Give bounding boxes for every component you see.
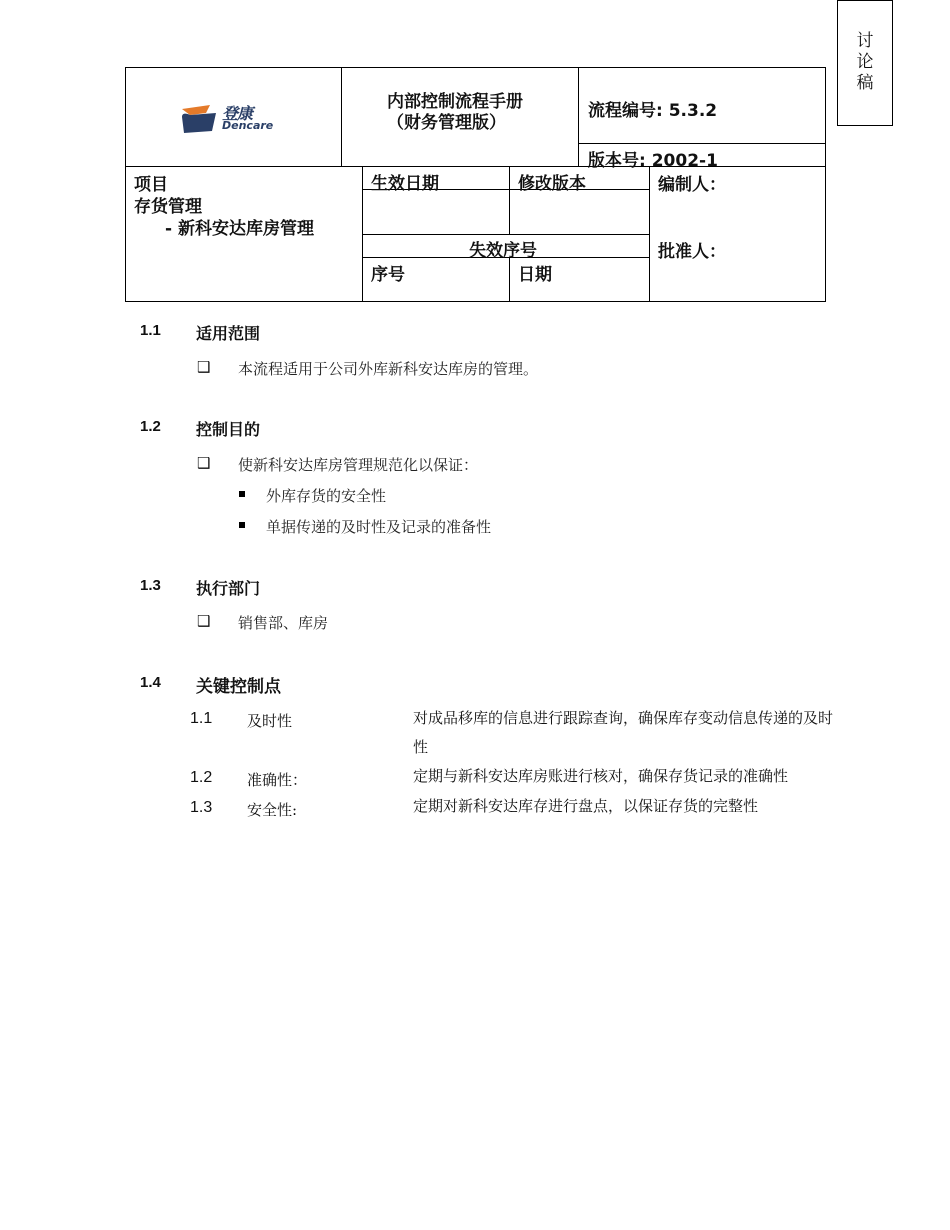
section-title: 适用范围 [196, 324, 261, 343]
seq-label: 序号 [371, 265, 405, 285]
section-title: 控制目的 [196, 420, 261, 439]
project-subname: - 新科安达库房管理 [165, 219, 314, 239]
checkbox-bullet-icon: ❑ [197, 612, 211, 630]
square-bullet-icon [239, 491, 245, 497]
date-label: 日期 [518, 265, 552, 285]
header-table [125, 67, 826, 302]
company-logo [180, 101, 280, 137]
key-control-label: 安全性: [247, 801, 298, 819]
manual-title: 内部控制流程手册 [387, 92, 523, 112]
sub-bullet-item: 单据传递的及时性及记录的准备性 [266, 518, 492, 536]
logo-mark-icon [180, 103, 220, 135]
draft-char: 稿 [856, 73, 874, 93]
section-item: 使新科安达库房管理规范化以保证： [238, 456, 479, 474]
key-control-label: 准确性： [247, 771, 308, 789]
logo-text-en: Dencare [222, 119, 274, 132]
section-number: 1.4 [140, 674, 161, 691]
version-number: 版本号: 2002-1 [588, 151, 718, 171]
section-number: 1.2 [140, 418, 161, 435]
section-number: 1.3 [140, 577, 161, 594]
key-control-description: 对成品移库的信息进行跟踪查询，确保库存变动信息传递的及时性 [413, 709, 834, 756]
checkbox-bullet-icon: ❑ [197, 358, 211, 376]
key-control-number: 1.1 [190, 710, 213, 727]
square-bullet-icon [239, 522, 245, 528]
draft-label-box [837, 0, 893, 126]
editor-label: 编制人： [658, 175, 726, 195]
section-title: 执行部门 [196, 579, 261, 598]
key-control-description: 定期对新科安达库存进行盘点，以保证存货的完整性 [413, 797, 759, 815]
section-item: 本流程适用于公司外库新科安达库房的管理。 [238, 360, 539, 378]
effective-date-label: 生效日期 [371, 174, 439, 194]
key-control-description: 定期与新科安达库房账进行核对，确保存货记录的准确性 [413, 767, 789, 785]
project-label: 项目 [134, 175, 168, 195]
sub-bullet-item: 外库存货的安全性 [266, 487, 387, 505]
approver-label: 批准人： [658, 242, 726, 262]
key-control-number: 1.2 [190, 769, 213, 786]
process-number: 流程编号: 5.3.2 [588, 101, 718, 121]
project-name: 存货管理 [134, 197, 202, 217]
expire-seq-label: 失效序号 [469, 241, 537, 261]
draft-char: 讨 [856, 31, 874, 51]
section-number: 1.1 [140, 322, 161, 339]
revision-label: 修改版本 [518, 174, 586, 194]
key-control-label: 及时性 [247, 712, 293, 730]
manual-subtitle: （财务管理版） [387, 113, 506, 133]
key-control-number: 1.3 [190, 799, 213, 816]
section-title: 关键控制点 [196, 677, 281, 697]
checkbox-bullet-icon: ❑ [197, 454, 211, 472]
logo-text-cn: 登康 [222, 104, 253, 123]
section-item: 销售部、库房 [238, 614, 329, 632]
draft-char: 论 [856, 52, 874, 72]
